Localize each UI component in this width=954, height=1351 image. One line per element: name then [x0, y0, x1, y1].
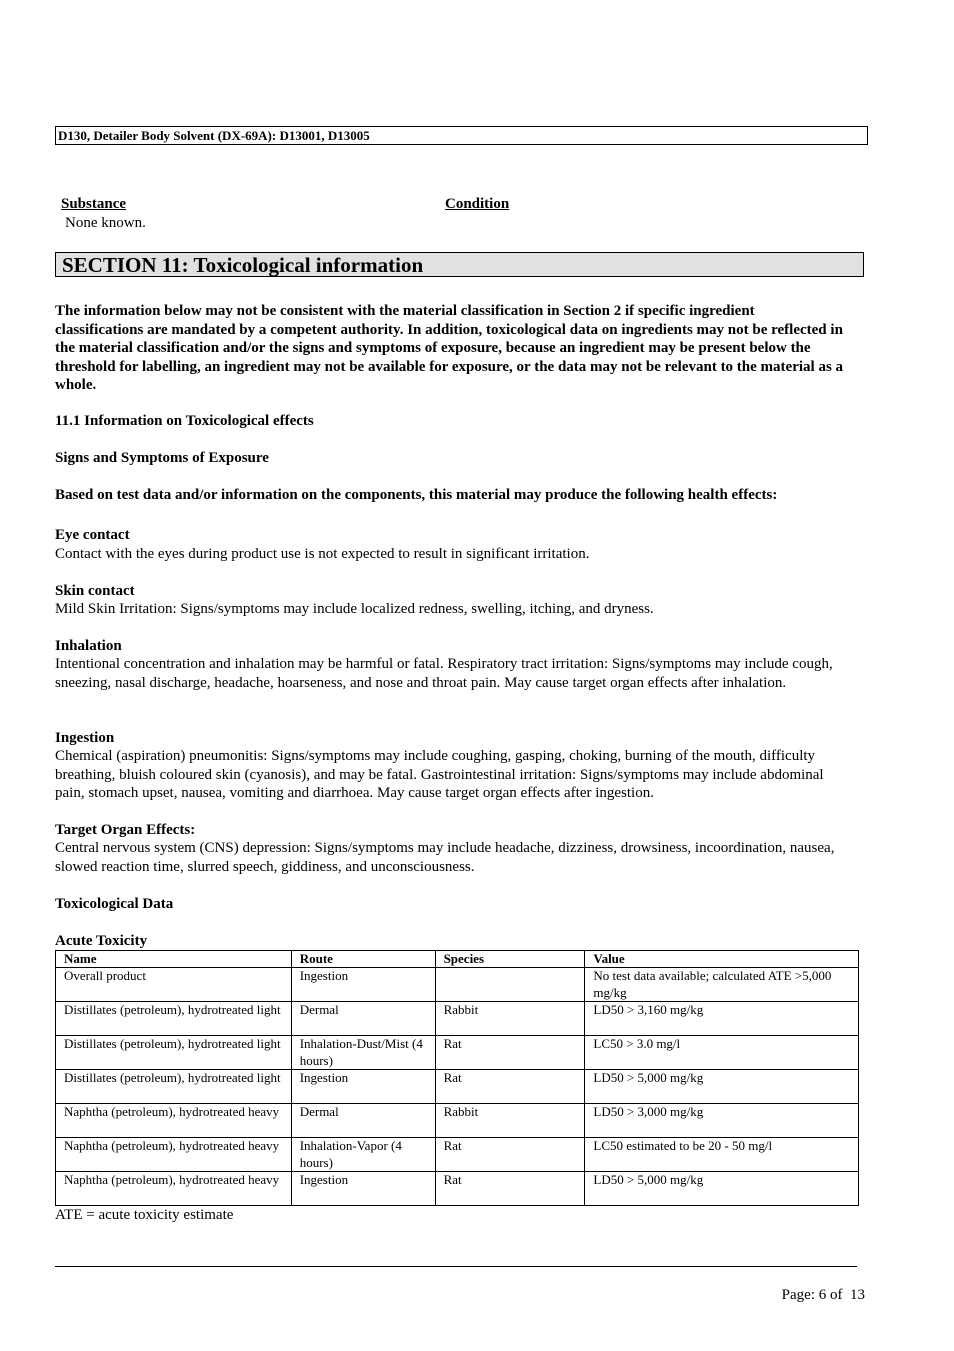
section-11-title: SECTION 11: Toxicological information — [55, 252, 864, 277]
cell-species: Rabbit — [435, 1002, 585, 1036]
column-header-species: Species — [435, 951, 585, 968]
ingestion-text: Chemical (aspiration) pneumonitis: Signs/symptoms may include coughing, gasping, choking, burning of the mouth, difficulty breathing, bluish coloured skin (cyanosis), and may be fatal. Gastrointestinal irritation: Signs/symptoms may include abdominal pain, stomach upset, nausea, vomiting and diarrhoea. May cause target organ effects after ingestion. — [55, 748, 824, 801]
cell-route: Inhalation-Dust/Mist (4 hours) — [291, 1036, 435, 1070]
cell-value: No test data available; calculated ATE >5,000 mg/kg — [585, 968, 859, 1002]
page-number: Page: 6 of 13 — [781, 1287, 865, 1303]
cell-route: Inhalation-Vapor (4 hours) — [291, 1138, 435, 1172]
column-header-name: Name — [56, 951, 292, 968]
target-organ-text: Central nervous system (CNS) depression: Signs/symptoms may include headache, dizziness, drowsiness, incoordination, nausea, slowed reaction time, slurred speech, giddiness, and unconsciousness. — [55, 840, 835, 875]
based-on-statement: Based on test data and/or information on the components, this material may produce the following health effects: — [55, 487, 778, 503]
condition-label: Condition — [445, 196, 510, 212]
cell-value: LD50 > 3,160 mg/kg — [585, 1002, 859, 1036]
cell-route: Ingestion — [291, 968, 435, 1002]
cell-species: Rat — [435, 1138, 585, 1172]
table-row — [56, 968, 859, 1002]
footer-divider — [55, 1266, 857, 1267]
cell-name: Distillates (petroleum), hydrotreated light — [56, 1036, 292, 1070]
table-row — [56, 1036, 859, 1070]
cell-route: Ingestion — [291, 1172, 435, 1206]
table-row — [56, 1172, 859, 1206]
target-organ-heading: Target Organ Effects: — [55, 822, 196, 838]
cell-value: LD50 > 3,000 mg/kg — [585, 1104, 859, 1138]
column-header-value: Value — [585, 951, 859, 968]
cell-name: Distillates (petroleum), hydrotreated light — [56, 1070, 292, 1104]
skin-contact-text: Mild Skin Irritation: Signs/symptoms may include localized redness, swelling, itching, and dryness. — [55, 601, 654, 617]
cell-route: Dermal — [291, 1002, 435, 1036]
cell-species: Rat — [435, 1172, 585, 1206]
cell-value: LC50 > 3.0 mg/l — [585, 1036, 859, 1070]
acute-toxicity-table — [55, 950, 859, 1206]
cell-value: LC50 estimated to be 20 - 50 mg/l — [585, 1138, 859, 1172]
cell-species: Rabbit — [435, 1104, 585, 1138]
cell-species — [435, 968, 585, 1002]
cell-name: Overall product — [56, 968, 292, 1002]
document-header: D130, Detailer Body Solvent (DX-69A): D13001, D13005 — [55, 126, 868, 145]
cell-route: Ingestion — [291, 1070, 435, 1104]
intro-paragraph: The information below may not be consistent with the material classification in Section 2 if specific ingredient classifications are mandated by a competent authority. In addition, toxicological data on ingredients may not be reflected in the material classification and/or the signs and symptoms of exposure, because an ingredient may be present below the threshold for labelling, an ingredient may not be available for exposure, or the data may not be relevant to the material as a whole. — [55, 303, 844, 393]
inhalation-text: Intentional concentration and inhalation may be harmful or fatal. Respiratory tract irritation: Signs/symptoms may include cough, sneezing, nasal discharge, headache, hoarseness, and nose and throat pain. May cause target organ effects after inhalation. — [55, 656, 833, 691]
table-header-row — [56, 951, 859, 968]
table-row — [56, 1104, 859, 1138]
substance-label: Substance — [61, 196, 127, 212]
skin-contact-heading: Skin contact — [55, 583, 135, 599]
cell-name: Naphtha (petroleum), hydrotreated heavy — [56, 1138, 292, 1172]
inhalation-heading: Inhalation — [55, 638, 122, 654]
ate-footnote: ATE = acute toxicity estimate — [55, 1207, 234, 1223]
eye-contact-text: Contact with the eyes during product use is not expected to result in significant irritation. — [55, 546, 590, 562]
acute-toxicity-heading: Acute Toxicity — [55, 933, 148, 949]
cell-route: Dermal — [291, 1104, 435, 1138]
signs-symptoms-heading: Signs and Symptoms of Exposure — [55, 450, 269, 466]
table-row — [56, 1070, 859, 1104]
eye-contact-heading: Eye contact — [55, 527, 130, 543]
ingestion-heading: Ingestion — [55, 730, 115, 746]
cell-species: Rat — [435, 1070, 585, 1104]
cell-value: LD50 > 5,000 mg/kg — [585, 1172, 859, 1206]
subsection-11-1-heading: 11.1 Information on Toxicological effects — [55, 413, 314, 429]
cell-species: Rat — [435, 1036, 585, 1070]
cell-name: Distillates (petroleum), hydrotreated light — [56, 1002, 292, 1036]
cell-name: Naphtha (petroleum), hydrotreated heavy — [56, 1172, 292, 1206]
cell-name: Naphtha (petroleum), hydrotreated heavy — [56, 1104, 292, 1138]
toxicological-data-heading: Toxicological Data — [55, 896, 174, 912]
substance-value: None known. — [65, 215, 146, 231]
table-row — [56, 1002, 859, 1036]
cell-value: LD50 > 5,000 mg/kg — [585, 1070, 859, 1104]
column-header-route: Route — [291, 951, 435, 968]
table-row — [56, 1138, 859, 1172]
